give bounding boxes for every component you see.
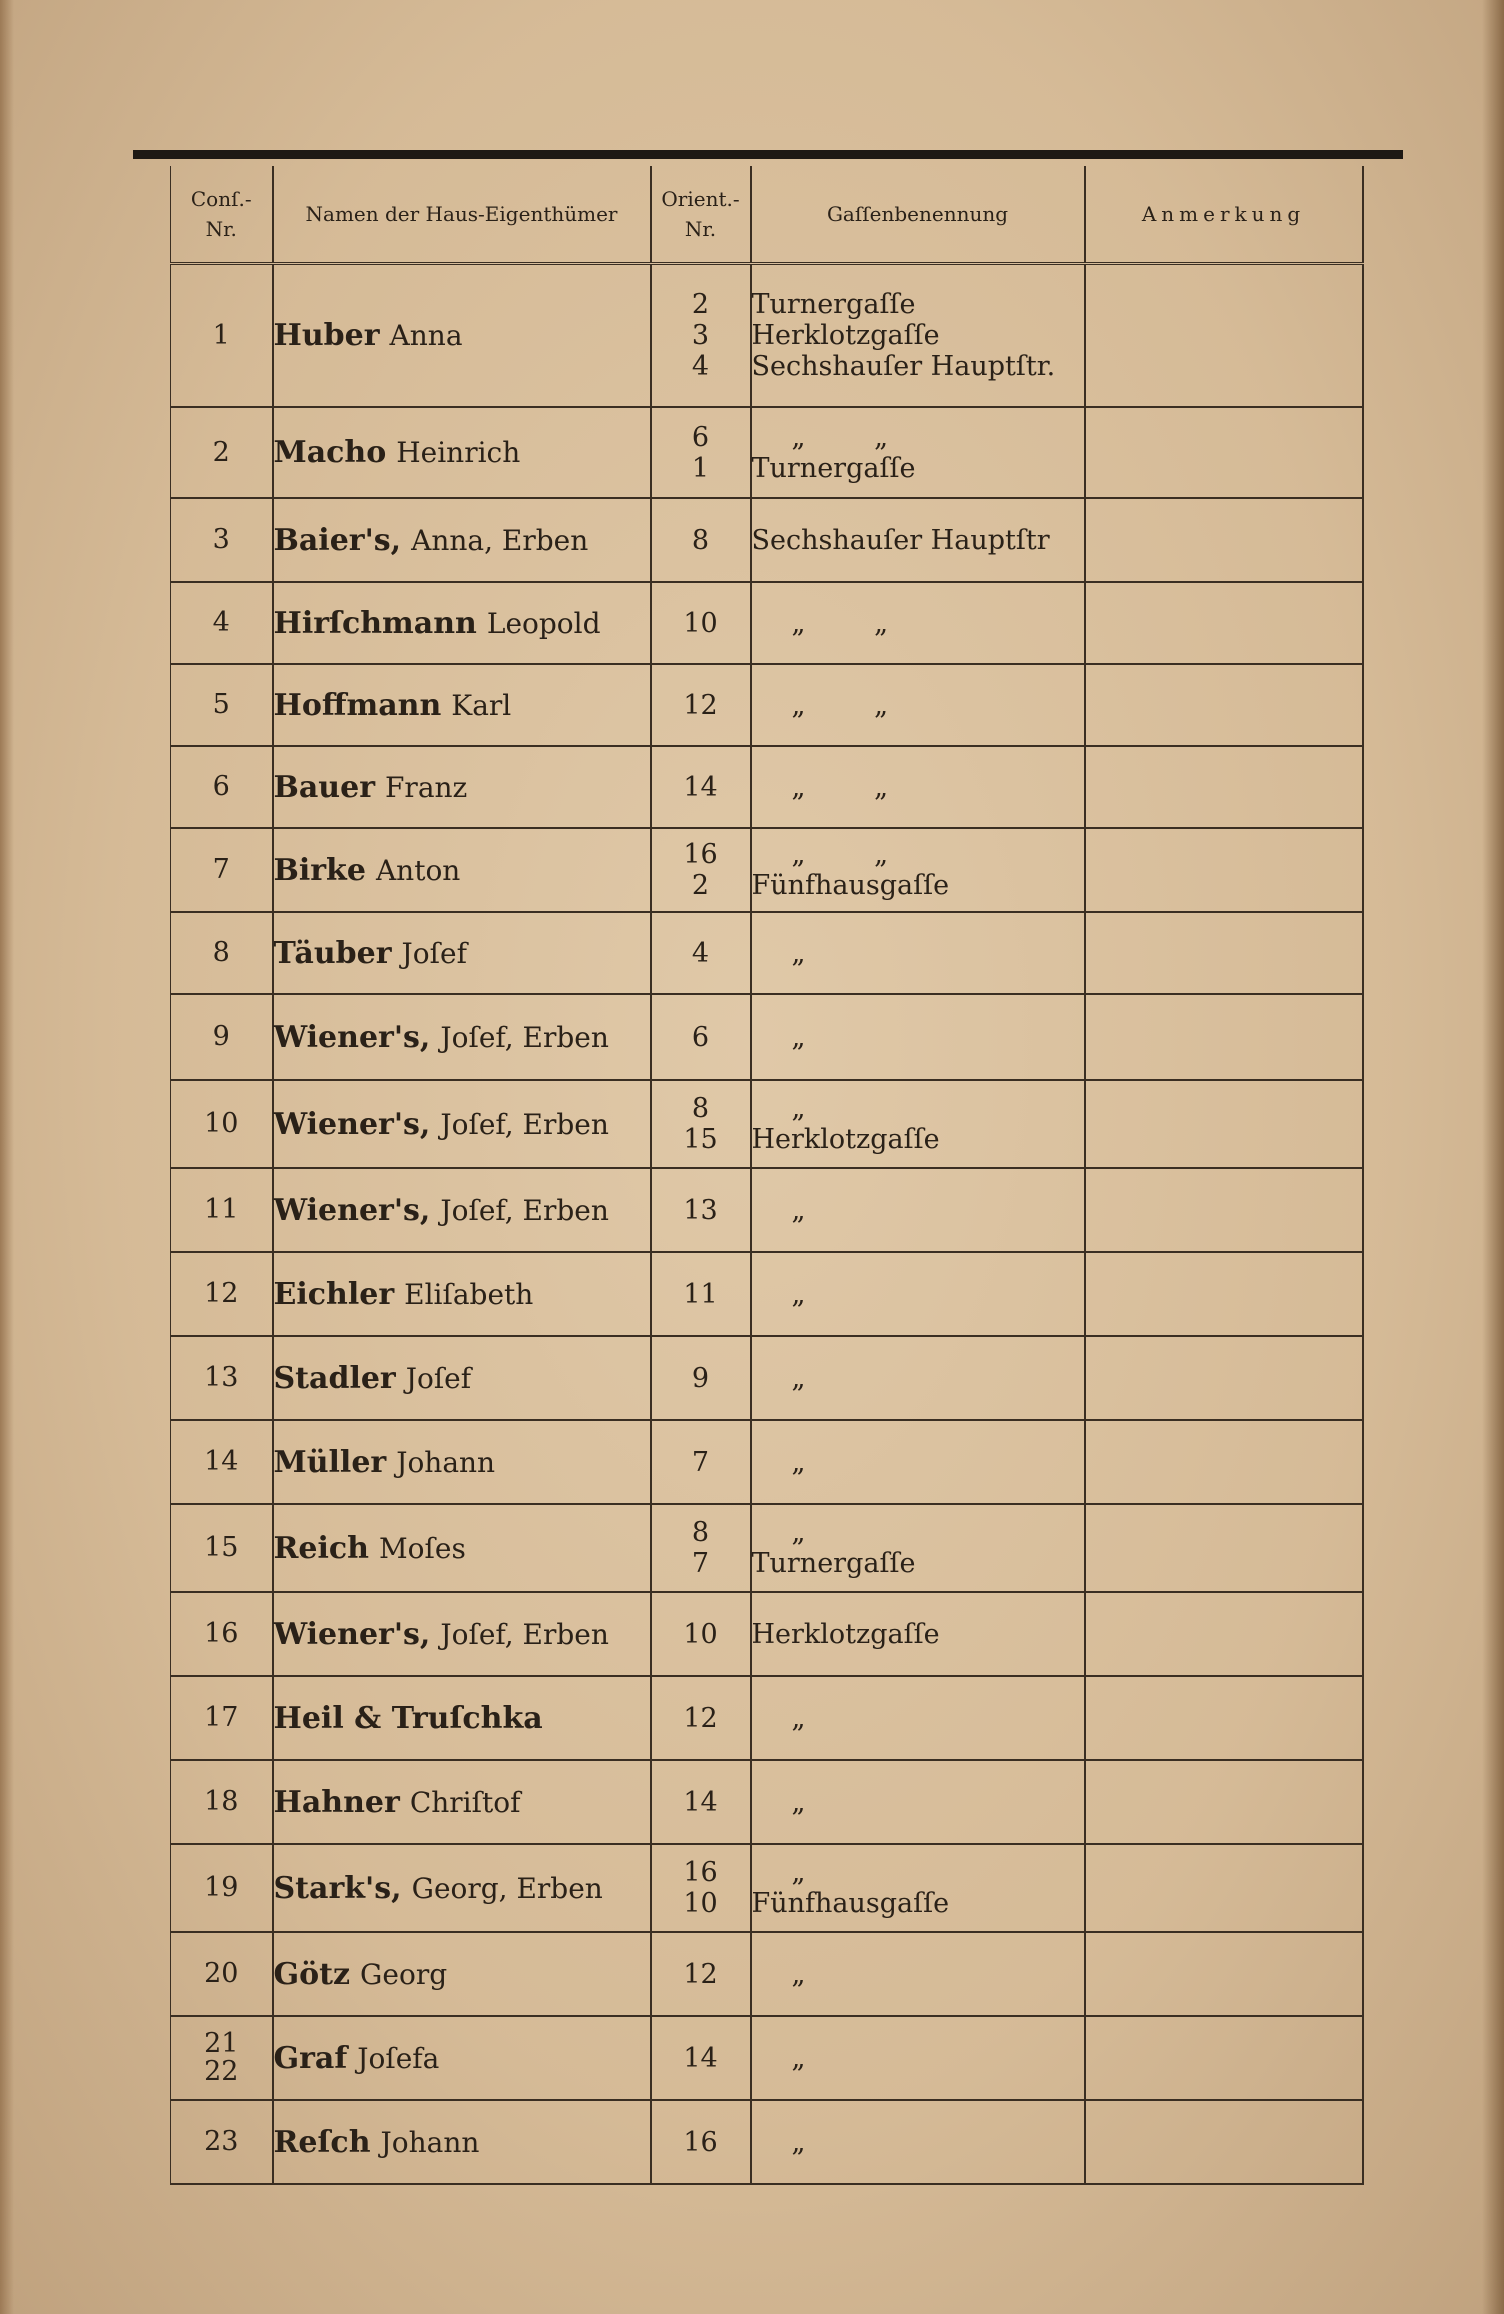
owner-given-name: Joſef, Erben [440,1193,609,1227]
orient-nr-value: 4 [691,937,710,969]
orient-nr-value: 14 [683,2042,718,2074]
owner-cell [273,912,651,994]
remark-cell [1085,498,1363,582]
table-row [171,746,1363,828]
street-name: Herklotzgaſſe [751,1124,940,1155]
street-name: Herklotzgaſſe [751,320,940,351]
page-edge-right [1482,0,1504,2314]
header-orient-nr: Orient.- Nr. [651,166,751,264]
table-row [171,1504,1363,1592]
owner-given-name: Anna [389,319,463,352]
owner-surname: Hahner [273,1784,400,1820]
remark-cell [1085,1252,1363,1336]
orient-nr-cell [651,994,751,1080]
orient-nr-value: 4 [691,351,710,382]
owner-given-name: Eliſabeth [404,1277,534,1311]
cons-nr-cell: 6 [171,746,273,828]
owner-given-name: Leopold [486,606,601,640]
owner-cell [273,1932,651,2016]
street-cell [751,1336,1085,1420]
orient-nr-value: 2 [691,289,710,320]
owner-surname: Reſch [273,2124,371,2160]
street-cell [751,1592,1085,1676]
street-cell [751,1168,1085,1252]
orient-nr-cell [651,664,751,746]
table-body [171,264,1363,2185]
orient-nr-cell [651,828,751,912]
orient-nr-cell [651,582,751,664]
ditto-mark: „ „ [791,771,889,803]
owner-cell [273,1420,651,1504]
remark-cell [1085,1168,1363,1252]
table-row [171,912,1363,994]
ditto-mark: „ [791,1194,806,1226]
cons-nr-cell: 10 [171,1080,273,1168]
orient-nr-cell [651,2016,751,2100]
header-cons-nr: Conſ.- Nr. [171,166,273,264]
remark-cell [1085,746,1363,828]
orient-nr-value: 10 [683,1618,718,1650]
street-cell [751,1676,1085,1760]
orient-nr-value: 12 [683,689,718,721]
owner-surname: Täuber [273,935,392,971]
cons-nr-cell: 5 [171,664,273,746]
orient-nr-value: 12 [683,1702,718,1734]
remark-cell [1085,912,1363,994]
street-name: Herklotzgaſſe [751,1618,940,1650]
owner-given-name: Franz [385,770,468,804]
table-row [171,264,1363,408]
table-row [171,1420,1363,1504]
table-row [171,407,1363,498]
ditto-mark: „ [791,1857,806,1888]
owner-surname: Wiener's, [273,1019,431,1055]
owner-cell [273,1760,651,1844]
street-name: Fünfhausgaſſe [751,1888,950,1919]
table-row [171,1844,1363,1932]
remark-cell [1085,264,1363,408]
street-name: Fünfhausgaſſe [751,870,950,901]
orient-nr-value: 10 [683,607,718,639]
orient-nr-value: 8 [691,524,710,556]
owner-given-name: Georg, Erben [411,1871,603,1905]
page-edge-left [0,0,14,2314]
owner-surname: Stark's, [273,1870,402,1906]
orient-nr-value: 16 [683,839,718,870]
table-row [171,2100,1363,2184]
remark-cell [1085,1420,1363,1504]
street-cell [751,407,1085,498]
orient-nr-value: 7 [691,1548,710,1579]
street-cell [751,1932,1085,2016]
remark-cell [1085,407,1363,498]
ditto-mark: „ [791,1446,806,1478]
ditto-mark: „ [791,1278,806,1310]
street-cell [751,498,1085,582]
owner-cell [273,1252,651,1336]
owner-given-name: Joſef, Erben [440,1020,609,1054]
street-cell [751,1844,1085,1932]
owner-surname: Baier's, [273,522,402,558]
remark-cell [1085,1592,1363,1676]
orient-nr-value: 11 [683,1278,718,1310]
cons-nr-cell: 13 [171,1336,273,1420]
table-row [171,2016,1363,2100]
orient-nr-value: 3 [691,320,710,351]
table-row [171,1932,1363,2016]
street-cell [751,2100,1085,2184]
orient-nr-cell [651,746,751,828]
owner-given-name: Anton [375,853,461,887]
orient-nr-cell [651,1844,751,1932]
owner-cell [273,1592,651,1676]
header-row [171,166,1363,264]
owner-cell [273,1080,651,1168]
street-cell [751,1252,1085,1336]
remark-cell [1085,1760,1363,1844]
ditto-mark: „ [791,1021,806,1053]
remark-cell [1085,1676,1363,1760]
owner-cell [273,1504,651,1592]
owner-surname: Stadler [273,1360,396,1396]
owner-given-name: Moſes [379,1531,466,1565]
orient-nr-value: 9 [691,1362,710,1394]
cons-nr-cell: 16 [171,1592,273,1676]
street-cell [751,994,1085,1080]
owner-cell [273,498,651,582]
street-name: Turnergaſſe [751,289,916,320]
cons-nr-cell: 3 [171,498,273,582]
orient-nr-cell [651,1336,751,1420]
street-cell [751,264,1085,408]
remark-cell [1085,828,1363,912]
owner-surname: Heil & Truſchka [273,1700,543,1736]
cons-nr-cell: 19 [171,1844,273,1932]
orient-nr-cell [651,1504,751,1592]
owner-given-name: Georg [360,1957,448,1991]
street-cell [751,1420,1085,1504]
owner-surname: Wiener's, [273,1192,431,1228]
remark-cell [1085,1336,1363,1420]
cons-nr-cell: 20 [171,1932,273,2016]
orient-nr-cell [651,1932,751,2016]
orient-nr-cell [651,2100,751,2184]
owner-cell [273,2016,651,2100]
cons-nr-cell: 2 [171,407,273,498]
street-cell [751,912,1085,994]
cons-nr-cell: 7 [171,828,273,912]
owner-given-name: Johann [396,1445,496,1479]
owner-given-name: Joſefa [357,2041,440,2075]
table-row [171,1168,1363,1252]
owner-cell [273,828,651,912]
cons-nr-cell: 23 [171,2100,273,2184]
ditto-mark: „ [791,1362,806,1394]
ditto-mark: „ [791,2126,806,2158]
owner-surname: Wiener's, [273,1616,431,1652]
street-cell [751,1504,1085,1592]
street-cell [751,828,1085,912]
ditto-mark: „ „ [791,421,889,453]
owner-surname: Müller [273,1444,387,1480]
table-row [171,1252,1363,1336]
ditto-mark: „ „ [791,607,889,639]
owner-cell [273,1844,651,1932]
street-cell [751,582,1085,664]
orient-nr-value: 6 [691,1021,710,1053]
ditto-mark: „ [791,1093,806,1124]
orient-nr-cell [651,264,751,408]
cons-nr-cell: 21 22 [171,2016,273,2100]
orient-nr-cell [651,1676,751,1760]
ditto-mark: „ „ [791,839,889,870]
header-owner: Namen der Haus-Eigenthümer [273,166,651,264]
remark-cell [1085,664,1363,746]
orient-nr-cell [651,407,751,498]
top-rule [133,150,1403,159]
owner-cell [273,264,651,408]
street-name: Sechshauſer Hauptſtr [751,524,1050,556]
owner-surname: Wiener's, [273,1106,431,1142]
owner-surname: Huber [273,318,380,353]
owner-surname: Bauer [273,769,375,805]
table-row [171,828,1363,912]
orient-nr-value: 8 [691,1517,710,1548]
header-street: Gaſſenbenennung [751,166,1085,264]
street-cell [751,746,1085,828]
ditto-mark: „ „ [791,689,889,721]
table-row [171,1760,1363,1844]
orient-nr-value: 14 [683,1786,718,1818]
orient-nr-value: 12 [683,1958,718,1990]
ditto-mark: „ [791,1958,806,1990]
owner-surname: Eichler [273,1276,395,1312]
orient-nr-value: 1 [691,452,710,484]
ditto-mark: „ [791,2042,806,2074]
orient-nr-cell [651,1420,751,1504]
cons-nr-cell: 17 [171,1676,273,1760]
owner-given-name: Joſef [405,1361,472,1395]
orient-nr-value: 13 [683,1194,718,1226]
orient-nr-value: 15 [683,1124,718,1155]
owner-surname: Götz [273,1956,351,1992]
remark-cell [1085,2016,1363,2100]
owner-given-name: Karl [451,688,512,722]
orient-nr-cell [651,1760,751,1844]
street-name: Turnergaſſe [751,452,916,484]
ditto-mark: „ [791,1702,806,1734]
remark-cell [1085,582,1363,664]
remark-cell [1085,1080,1363,1168]
table-row [171,498,1363,582]
orient-nr-value: 8 [691,1093,710,1124]
orient-nr-value: 6 [691,421,710,453]
cons-nr-cell: 14 [171,1420,273,1504]
orient-nr-cell [651,1252,751,1336]
orient-nr-value: 14 [683,771,718,803]
table-row [171,994,1363,1080]
cons-nr-cell: 1 [171,264,273,408]
owner-given-name: Chriſtof [409,1785,521,1819]
owner-given-name: Johann [380,2125,480,2159]
owner-cell [273,746,651,828]
table-row [171,1336,1363,1420]
remark-cell [1085,1932,1363,2016]
orient-nr-cell [651,1592,751,1676]
table-row [171,664,1363,746]
owner-cell [273,582,651,664]
remark-cell [1085,1844,1363,1932]
owner-surname: Reich [273,1530,369,1566]
remark-cell [1085,2100,1363,2184]
owner-cell [273,664,651,746]
owner-given-name: Joſef, Erben [440,1107,609,1141]
orient-nr-cell [651,498,751,582]
cons-nr-cell: 15 [171,1504,273,1592]
owner-surname: Birke [273,852,366,888]
street-cell [751,2016,1085,2100]
ditto-mark: „ [791,1786,806,1818]
cons-nr-cell: 8 [171,912,273,994]
street-name: Sechshauſer Hauptſtr. [751,351,1056,382]
owner-surname: Hirſchmann [273,605,477,641]
owner-surname: Hoffmann [273,687,442,723]
owner-cell [273,1168,651,1252]
orient-nr-value: 2 [691,870,710,901]
owner-surname: Macho [273,435,387,470]
ditto-mark: „ [791,1517,806,1548]
owner-given-name: Heinrich [396,436,521,469]
orient-nr-cell [651,1168,751,1252]
orient-nr-cell [651,912,751,994]
table-row [171,1080,1363,1168]
owner-given-name: Anna, Erben [411,523,589,557]
cons-nr-cell: 18 [171,1760,273,1844]
owner-given-name: Joſef [401,936,467,970]
cons-nr-cell: 11 [171,1168,273,1252]
owner-cell [273,2100,651,2184]
table-row [171,1592,1363,1676]
street-name: Turnergaſſe [751,1548,916,1579]
owners-table [170,166,1364,2185]
orient-nr-value: 16 [683,2126,718,2158]
cons-nr-cell: 12 [171,1252,273,1336]
orient-nr-cell [651,1080,751,1168]
remark-cell [1085,1504,1363,1592]
remark-cell [1085,994,1363,1080]
cons-nr-cell: 4 [171,582,273,664]
table-row [171,582,1363,664]
owner-cell [273,994,651,1080]
orient-nr-value: 10 [683,1888,718,1919]
cons-nr-cell: 9 [171,994,273,1080]
owner-cell [273,1336,651,1420]
owner-surname: Graf [273,2040,348,2076]
owner-cell [273,407,651,498]
orient-nr-value: 7 [691,1446,710,1478]
ditto-mark: „ [791,937,806,969]
owner-cell [273,1676,651,1760]
street-cell [751,1760,1085,1844]
street-cell [751,1080,1085,1168]
table-row [171,1676,1363,1760]
street-cell [751,664,1085,746]
header-remark: Anmerkung [1085,166,1363,264]
owner-given-name: Joſef, Erben [440,1617,609,1651]
orient-nr-value: 16 [683,1857,718,1888]
